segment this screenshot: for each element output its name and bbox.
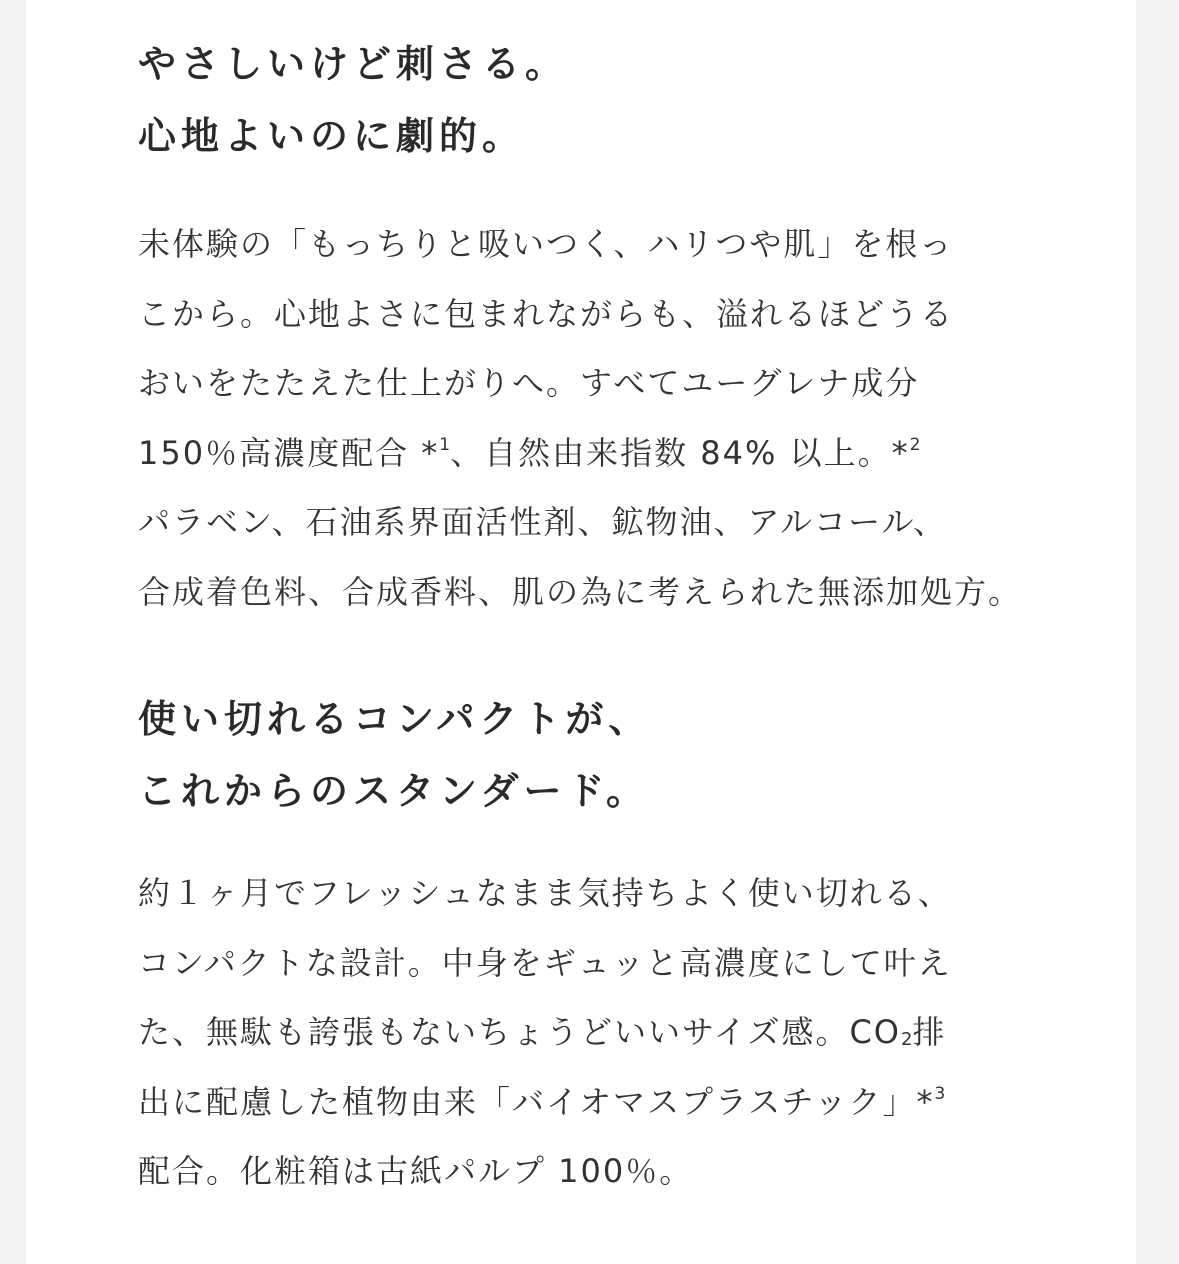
- heading-line: やさしいけど刺さる。: [138, 42, 569, 86]
- body-line: [138, 419, 1098, 489]
- section-body: [138, 210, 1098, 627]
- heading-line: 心地よいのに劇的。: [138, 114, 526, 158]
- body-line: 配合。化粧箱は古紙パルプ 100％。: [138, 1152, 694, 1190]
- body-line: コンパクトな設計。中身をギュッと高濃度にして叶え: [138, 943, 952, 982]
- body-line: こから。心地よさに包まれながらも、溢れるほどうる: [138, 294, 955, 333]
- article-content: [138, 28, 1098, 1207]
- body-line: パラベン、石油系界面活性剤、鉱物油、アルコール、: [138, 503, 947, 541]
- body-line: 未体験の「もっちりと吸いつく、ハリつや肌」を根っ: [138, 225, 954, 263]
- body-text-segment: た、無駄も誇張もないちょうどいいサイズ感。CO: [138, 1013, 901, 1051]
- section-heading: [138, 683, 1098, 827]
- section-gentle-dramatic: [138, 28, 1098, 627]
- subscript-two: 2: [900, 1029, 913, 1050]
- content-card: [26, 0, 1136, 1264]
- heading-line: 使い切れるコンパクトが、: [138, 697, 652, 741]
- body-text-segment: 150％高濃度配合 *: [138, 433, 440, 472]
- body-line: [138, 1068, 1098, 1138]
- footnote-marker: 2: [909, 434, 921, 455]
- body-text-segment: 出に配慮した植物由来「バイオマスプラスチック」*: [138, 1082, 935, 1121]
- body-text-segment: 、自然由来指数 84% 以上。*: [450, 433, 910, 472]
- section-body: [138, 859, 1098, 1207]
- footnote-marker: 3: [934, 1083, 946, 1104]
- body-text-segment: 排: [912, 1013, 947, 1051]
- section-heading: [138, 28, 1098, 172]
- heading-line: これからのスタンダード。: [138, 769, 650, 813]
- body-line: おいをたたえた仕上がりへ。すべてユーグレナ成分: [138, 364, 920, 402]
- section-compact-standard: [138, 683, 1098, 1207]
- body-line: 約１ヶ月でフレッシュなまま気持ちよく使い切れる、: [138, 874, 952, 912]
- body-line: [138, 998, 1098, 1068]
- footnote-marker: 1: [439, 434, 451, 455]
- body-line: 合成着色料、合成香料、肌の為に考えられた無添加処方。: [138, 572, 1023, 611]
